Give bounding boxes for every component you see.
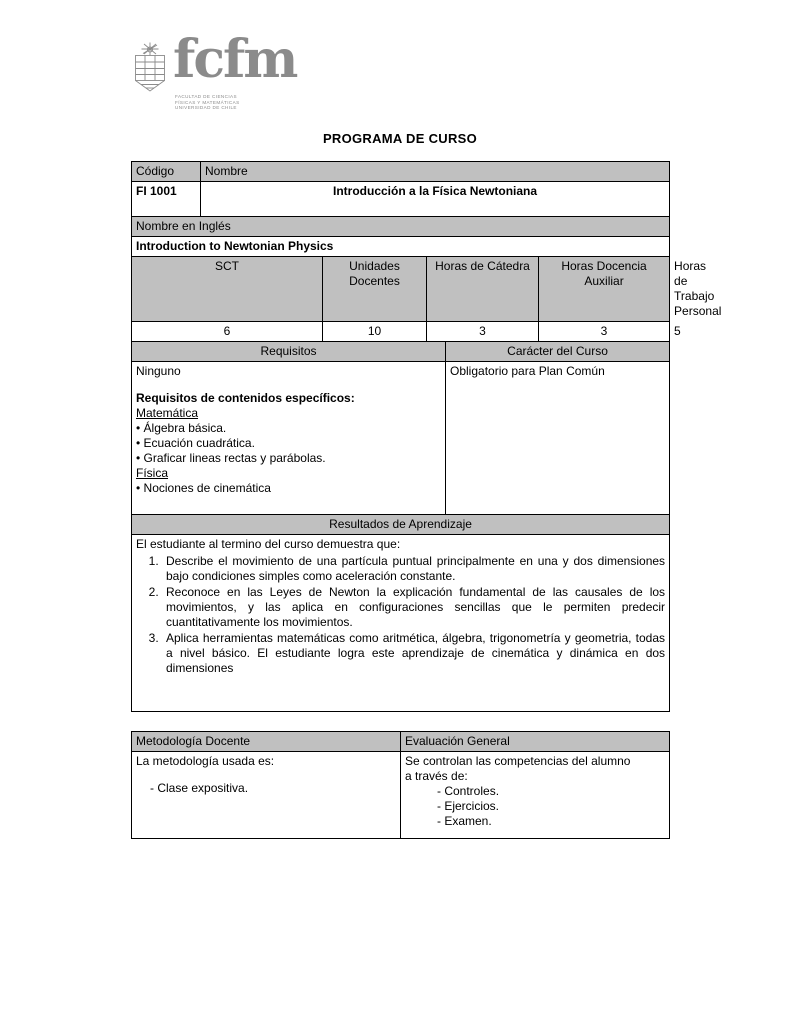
list-item: 3. Aplica herramientas matemáticas como aritmética, álgebra, trigonometría y geometria, todas a nivel básico. El estudiante logra este aprendizaje de cinemática y dinámica en dos dimensiones — [162, 631, 665, 676]
hours-header-horas-docencia-auxiliar: Horas Docencia Auxiliar — [539, 257, 670, 322]
evaluacion-item: - Ejercicios. — [437, 799, 500, 813]
metodologia-header: Metodología Docente — [132, 732, 401, 752]
logo-wordmark: fcfm — [173, 29, 297, 90]
requisitos-item: • Ecuación cuadrática. — [136, 436, 255, 450]
hours-value-horas-catedra: 3 — [427, 322, 539, 342]
hours-header-sct: SCT — [132, 257, 323, 322]
metodologia-item: - Clase expositiva. — [150, 781, 249, 795]
logo-subtitle-line-3: UNIVERSIDAD DE CHILE — [175, 105, 237, 111]
table-row — [132, 342, 670, 362]
requisitos-item: • Nociones de cinemática — [136, 481, 271, 495]
table-row — [132, 237, 670, 257]
table-row — [132, 362, 670, 515]
metodologia-cell — [132, 752, 401, 839]
table-row — [132, 732, 670, 752]
logo-subtitle-line-1: FACULTAD DE CIENCIAS — [175, 94, 237, 99]
resultados-intro: El estudiante al termino del curso demuestra que: — [136, 537, 401, 551]
resultados-header: Resultados de Aprendizaje — [132, 515, 670, 535]
nombre-value: Introducción a la Física Newtoniana — [201, 182, 670, 217]
table-row — [132, 217, 670, 237]
hours-header-unidades-docentes: Unidades Docentes — [323, 257, 427, 322]
requisitos-none: Ninguno — [136, 364, 181, 378]
evaluacion-header: Evaluación General — [401, 732, 670, 752]
logo-subtitle — [175, 94, 240, 111]
list-item: 1. Describe el movimiento de una partícula puntual principalmente en una y dos dimensiones bajo condiciones simples como aceleración constante. — [162, 554, 665, 584]
list-item: 2. Reconoce en las Leyes de Newton la explicación fundamental de las causales de los movimientos, y las aplica en configuraciones sencillas que le permiten predecir cuantitativamente los movimientos. — [162, 585, 665, 630]
resultados-list — [136, 554, 665, 676]
requisitos-item: • Graficar lineas rectas y parábolas. — [136, 451, 326, 465]
hours-value-unidades-docentes: 10 — [323, 322, 427, 342]
codigo-header: Código — [132, 162, 201, 182]
requisitos-item: • Álgebra básica. — [136, 421, 227, 435]
requisitos-group-fisica-name: Física — [136, 466, 169, 480]
requisitos-group-matematica-name: Matemática — [136, 406, 199, 420]
fcfm-logo — [131, 29, 361, 115]
evaluacion-intro-line-1: Se controlan las competencias del alumno — [405, 754, 631, 768]
requisitos-header: Requisitos — [132, 342, 446, 362]
table-row: 6 10 3 3 5 — [132, 322, 670, 342]
table-row: SCT Unidades Docentes Horas de Cátedra Horas Docencia Auxiliar Horas de Trabajo Personal — [132, 257, 670, 322]
requisitos-cell — [132, 362, 446, 515]
caracter-header: Carácter del Curso — [446, 342, 670, 362]
table-row — [132, 182, 670, 217]
metodologia-intro: La metodología usada es: — [136, 754, 275, 768]
evaluacion-cell — [401, 752, 670, 839]
codigo-value: FI 1001 — [132, 182, 201, 217]
page-title: PROGRAMA DE CURSO — [322, 131, 478, 146]
evaluacion-item: - Controles. — [437, 784, 500, 798]
fcfm-emblem-icon — [131, 42, 169, 94]
table-row — [132, 535, 670, 712]
caracter-value: Obligatorio para Plan Común — [450, 364, 605, 378]
methodology-evaluation-table — [131, 731, 670, 839]
nombre-ingles-header: Nombre en Inglés — [132, 217, 670, 237]
hours-value-horas-docencia-auxiliar: 3 — [539, 322, 670, 342]
requisitos-specific-title: Requisitos de contenidos específicos: — [136, 391, 355, 405]
nombre-header: Nombre — [201, 162, 670, 182]
course-info-table — [131, 161, 722, 712]
caracter-cell — [446, 362, 670, 515]
table-row — [132, 515, 670, 535]
logo-subtitle-line-2: FÍSICAS Y MATEMÁTICAS — [175, 99, 240, 105]
table-row — [132, 752, 670, 839]
evaluacion-item: - Examen. — [437, 814, 492, 828]
nombre-ingles-value: Introduction to Newtonian Physics — [132, 237, 670, 257]
resultados-cell — [132, 535, 670, 712]
hours-value-sct: 6 — [132, 322, 323, 342]
table-row — [132, 162, 670, 182]
evaluacion-intro-line-2: a través de: — [405, 769, 468, 783]
hours-header-horas-catedra: Horas de Cátedra — [427, 257, 539, 322]
